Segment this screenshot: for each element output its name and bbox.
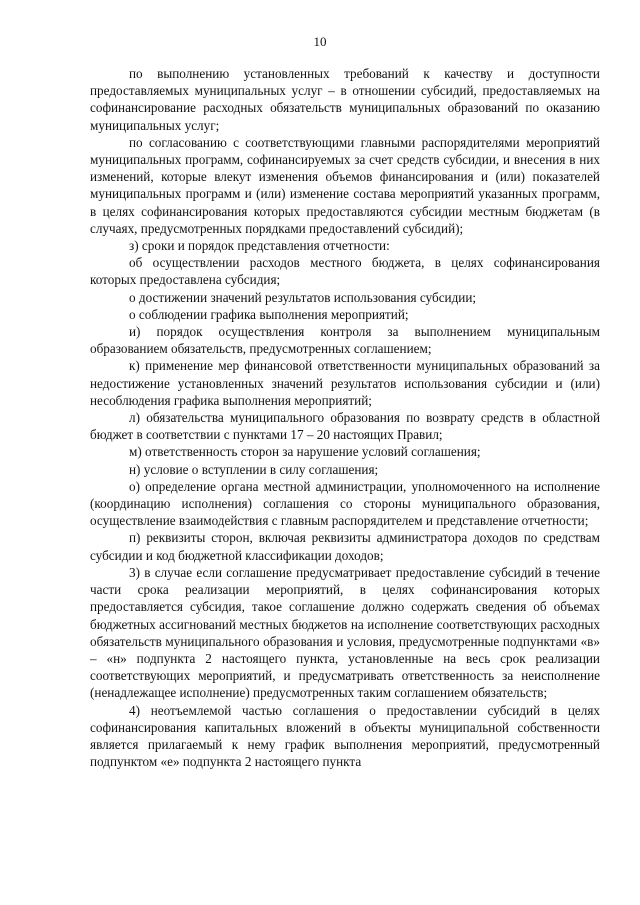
paragraph: 3) в случае если соглашение предусматривает предоставление субсидий в течение части срока реализации мероприятий, в целях софинансирования которых предоставляется субсидия, такое соглашение должно содержать сведения об объемах бюджетных ассигнований местных бюджетов на исполнение соответствующих расходных обязательств муниципального образования и условия, предусмотренные подпунктами «в» – «н» подпункта 2 настоящего пункта, установленные на весь срок реализации соответствующих мероприятий, и предусматривать ответственность за неисполнение (ненадлежащее исполнение) предусмотренных таким соглашением обязательств;	[90, 564, 600, 701]
paragraph: к) применение мер финансовой ответственности муниципальных образований за недостижение установленных значений результатов использования субсидии и (или) несоблюдения графика выполнения мероприятий;	[90, 358, 600, 408]
paragraph: по согласованию с соответствующими главными распорядителями мероприятий муниципальных программ, софинансируемых за счет средств субсидии, и внесения в них изменений, которые влекут изменения объемов финансирования и (или) показателей муниципальных программ и (или) изменение состава мероприятий указанных программ, в целях софинансирования которых предоставляются субсидии местным бюджетам (в случаях, предусмотренных порядками предоставлений субсидий);	[90, 134, 600, 236]
paragraph: п) реквизиты сторон, включая реквизиты администратора доходов по средствам субсидии и код бюджетной классификации доходов;	[90, 530, 600, 563]
paragraph: н) условие о вступлении в силу соглашения;	[129, 461, 379, 477]
paragraph: м) ответственность сторон за нарушение условий соглашения;	[129, 444, 481, 460]
paragraph: об осуществлении расходов местного бюджета, в целях софинансирования которых предоставлена субсидия;	[90, 255, 600, 288]
paragraph: по выполнению установленных требований к качеству и доступности предоставляемых муниципальных услуг – в отношении субсидий, предоставляемых на софинансирование расходных обязательств муниципальных образований по оказанию муниципальных услуг;	[90, 66, 600, 133]
paragraph: о соблюдении графика выполнения мероприятий;	[129, 306, 409, 322]
paragraph: и) порядок осуществления контроля за выполнением муниципальным образованием обязательств, предусмотренных соглашением;	[90, 324, 600, 357]
paragraph: з) сроки и порядок представления отчетности:	[129, 238, 390, 254]
document-body	[90, 65, 600, 770]
paragraph: о достижении значений результатов использования субсидии;	[129, 289, 477, 305]
page-number: 10	[313, 34, 327, 49]
paragraph: о) определение органа местной администрации, уполномоченного на исполнение (координацию исполнения) соглашения со стороны муниципального образования, осуществление взаимодействия с главным распорядителем и представление отчетности;	[90, 478, 600, 529]
paragraph: л) обязательства муниципального образования по возврату средств в областной бюджет в соответствии с пунктами 17 – 20 настоящих Правил;	[90, 410, 600, 443]
paragraph: 4) неотъемлемой частью соглашения о предоставлении субсидий в целях софинансирования капитальных вложений в объекты муниципальной собственности является прилагаемый к нему график выполнения мероприятий, предусмотренный подпунктом «е» подпункта 2 настоящего пункта	[90, 702, 600, 770]
